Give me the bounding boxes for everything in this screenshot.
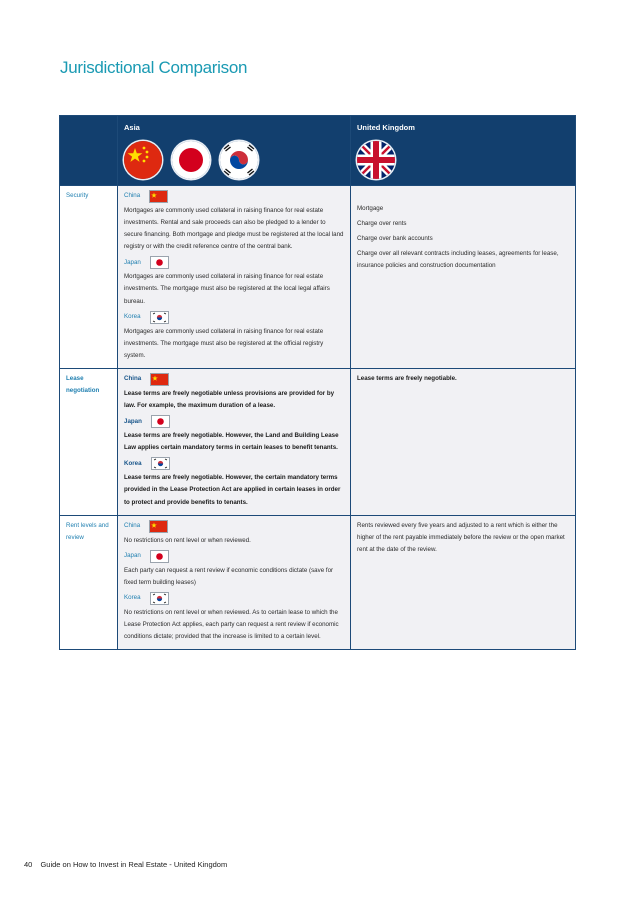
country-korea <box>124 311 344 324</box>
uk-text: Charge over all relevant contracts including leases, agreements for lease, insurance policies and construction documentation <box>357 250 559 270</box>
asia-text: Lease terms are freely negotiable. However, the Land and Building Lease Law applies certain mandatory terms in certain leases to benefit tenants. <box>124 432 339 452</box>
asia-text: Lease terms are freely negotiable unless provisions are provided for by law. For example, the maximum duration of a lease. <box>124 389 335 410</box>
uk-text: Lease terms are freely negotiable. <box>357 374 457 382</box>
row-label-lease-negotiation: Lease negotiation <box>60 368 118 515</box>
country-label: Korea <box>124 459 142 467</box>
japan-flag-icon <box>150 550 169 563</box>
page-number: 40 <box>24 860 33 869</box>
asia-cell-lease-negotiation <box>118 368 351 515</box>
uk-cell-lease-negotiation <box>351 368 576 515</box>
country-china <box>124 373 344 386</box>
asia-text: Each party can request a rent review if economic conditions dictate (save for fixed term building leases) <box>124 566 334 586</box>
asia-text: Lease terms are freely negotiable. However, the certain mandatory terms provided in the Lease Protection Act are applied in certain leases in order to protect and provide benefits to tenants. <box>124 474 341 506</box>
asia-text: Mortgages are commonly used collateral in raising finance for real estate investments. Rental and sale proceeds can also be pledged to a lender to secure financing. Both mortgage and pledge must be registered at the local land registry or with the credit reference centre of the central bank. <box>124 207 344 251</box>
uk-header-label: United Kingdom <box>357 123 415 132</box>
country-label: China <box>124 192 141 200</box>
page-footer <box>24 860 227 869</box>
table-row-rent-levels <box>60 515 576 650</box>
korea-flag-icon <box>150 311 169 324</box>
country-japan <box>124 550 344 563</box>
asia-header-label: Asia <box>124 123 140 132</box>
country-label: Japan <box>124 417 142 425</box>
uk-text: Charge over rents <box>357 220 407 228</box>
china-flag-icon <box>124 141 162 179</box>
uk-text: Rents reviewed every five years and adjusted to a rent which is either the higher of the rent payable immediately before the review or the open market rent at the date of the review. <box>357 521 565 553</box>
row-label-security: Security <box>60 186 118 369</box>
korea-flag-icon <box>220 141 258 179</box>
header-uk-cell <box>351 116 576 186</box>
header-asia-cell <box>118 116 351 186</box>
korea-flag-icon <box>151 457 170 470</box>
table-row-lease-negotiation <box>60 368 576 515</box>
uk-flag-icon <box>357 141 395 179</box>
asia-text: Mortgages are commonly used collateral in raising finance for real estate investments. The mortgage must also be registered at the local legal affairs bureau. <box>124 273 330 305</box>
row-label-rent-levels: Rent levels and review <box>60 515 118 650</box>
country-korea <box>124 592 344 605</box>
country-korea <box>124 457 344 470</box>
uk-text: Mortgage <box>357 205 384 212</box>
china-flag-icon <box>150 373 169 386</box>
japan-flag-icon <box>172 141 210 179</box>
page-title: Jurisdictional Comparison <box>60 58 248 77</box>
country-japan <box>124 256 344 269</box>
asia-text: No restrictions on rent level or when reviewed. <box>124 536 251 544</box>
country-label: Korea <box>124 594 141 602</box>
country-label: China <box>124 375 142 383</box>
table-row-security <box>60 186 576 369</box>
country-label: Japan <box>124 258 141 266</box>
asia-text: No restrictions on rent level or when reviewed. As to certain lease to which the Lease Protection Act applies, each party can request a rent review if economic conditions dictate; provided that the increase is limited to a certain level. <box>124 608 339 641</box>
asia-cell-security <box>118 186 351 369</box>
table-header-row <box>60 116 576 186</box>
country-china <box>124 520 344 533</box>
country-japan <box>124 415 344 428</box>
country-china <box>124 190 344 203</box>
uk-text: Charge over bank accounts <box>357 235 433 243</box>
country-label: Japan <box>124 552 141 560</box>
asia-text: Mortgages are commonly used collateral in raising finance for real estate investments. The mortgage must also be registered at the official registry system. <box>124 327 324 359</box>
china-flag-icon <box>149 520 168 533</box>
country-label: China <box>124 522 141 530</box>
uk-cell-security <box>351 186 576 369</box>
uk-cell-rent-levels <box>351 515 576 650</box>
comparison-table <box>59 115 576 650</box>
korea-flag-icon <box>150 592 169 605</box>
asia-cell-rent-levels <box>118 515 351 650</box>
japan-flag-icon <box>150 256 169 269</box>
header-empty-cell <box>60 116 118 186</box>
country-label: Korea <box>124 313 141 321</box>
china-flag-icon <box>149 190 168 203</box>
footer-text: Guide on How to Invest in Real Estate - United Kingdom <box>40 860 228 869</box>
japan-flag-icon <box>151 415 170 428</box>
